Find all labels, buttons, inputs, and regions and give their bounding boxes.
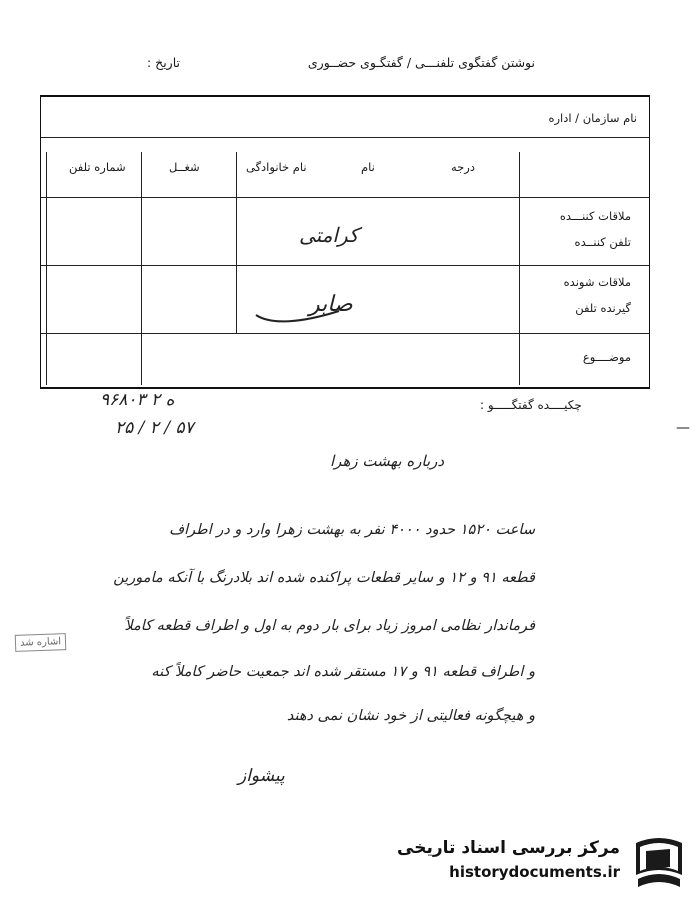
column-family-name: نام خانوادگی	[246, 160, 307, 174]
handwritten-line-3: فرماندار نظامی امروز زیاد برای بار دوم به اول و اطراف قطعه کاملاً	[124, 618, 535, 634]
handwritten-line-5: و هیچگونه فعالیتی از خود نشان نمی دهند	[286, 708, 535, 724]
table-line	[519, 152, 520, 385]
table-line	[141, 152, 142, 385]
row-receiver: گیرنده تلفن	[575, 301, 631, 315]
visited-name-handwritten: صابر	[309, 292, 353, 317]
signature: پیشواز	[238, 766, 285, 786]
watermark-title: مرکز بررسی اسناد تاریخی	[397, 838, 620, 858]
summary-label: چکیــــده گفتگـــــو :	[480, 398, 582, 412]
margin-mark: —	[676, 420, 690, 436]
watermark-url: historydocuments.ir	[449, 863, 620, 881]
organization-label: نام سازمان / اداره	[548, 111, 637, 125]
table-line	[41, 333, 649, 334]
document-title: نوشتن گفتگوی تلفنـــی / گفتگـوی حضــوری	[307, 55, 535, 70]
form-table	[40, 95, 650, 389]
table-line	[41, 265, 649, 266]
table-line	[46, 152, 47, 385]
column-phone-number: شماره تلفن	[69, 160, 126, 174]
date-label: تاریخ :	[146, 55, 180, 70]
table-line	[236, 152, 237, 334]
column-job: شغــل	[169, 160, 200, 174]
row-visited: ملاقات شونده	[563, 275, 631, 289]
document-date: ۲۵ / ۲ / ۵۷	[115, 418, 194, 438]
handwritten-line-4: و اطراف قطعه ۹۱ و ۱۷ مستقر شده اند جمعیت حاضر کاملاً کنه	[151, 664, 535, 680]
column-name: نام	[361, 160, 375, 174]
row-subject: موضــــوع	[582, 350, 631, 364]
table-line	[41, 197, 649, 198]
handwritten-subject: درباره بهشت زهرا	[330, 452, 445, 470]
signature-stroke	[251, 301, 341, 329]
handwritten-line-1: ساعت ۱۵۲۰ حدود ۴۰۰۰ نفر به بهشت زهرا وارد و در اطراف	[169, 522, 535, 538]
watermark-logo-icon	[630, 835, 688, 893]
visitor-name-handwritten: کرامتی	[299, 223, 359, 247]
table-line	[41, 137, 649, 138]
row-visitor: ملاقات کننـــده	[559, 209, 631, 223]
handwritten-line-2: قطعه ۹۱ و ۱۲ و سایر قطعات پراکنده شده اند بلادرنگ با آنکه مامورین	[113, 570, 535, 586]
document-number: ۹۶۸۰۳ ۲ ه	[100, 390, 175, 410]
margin-stamp: اشاره شد	[15, 633, 67, 652]
column-rank: درجه	[451, 160, 475, 174]
row-caller: تلفن کننــده	[574, 235, 631, 249]
